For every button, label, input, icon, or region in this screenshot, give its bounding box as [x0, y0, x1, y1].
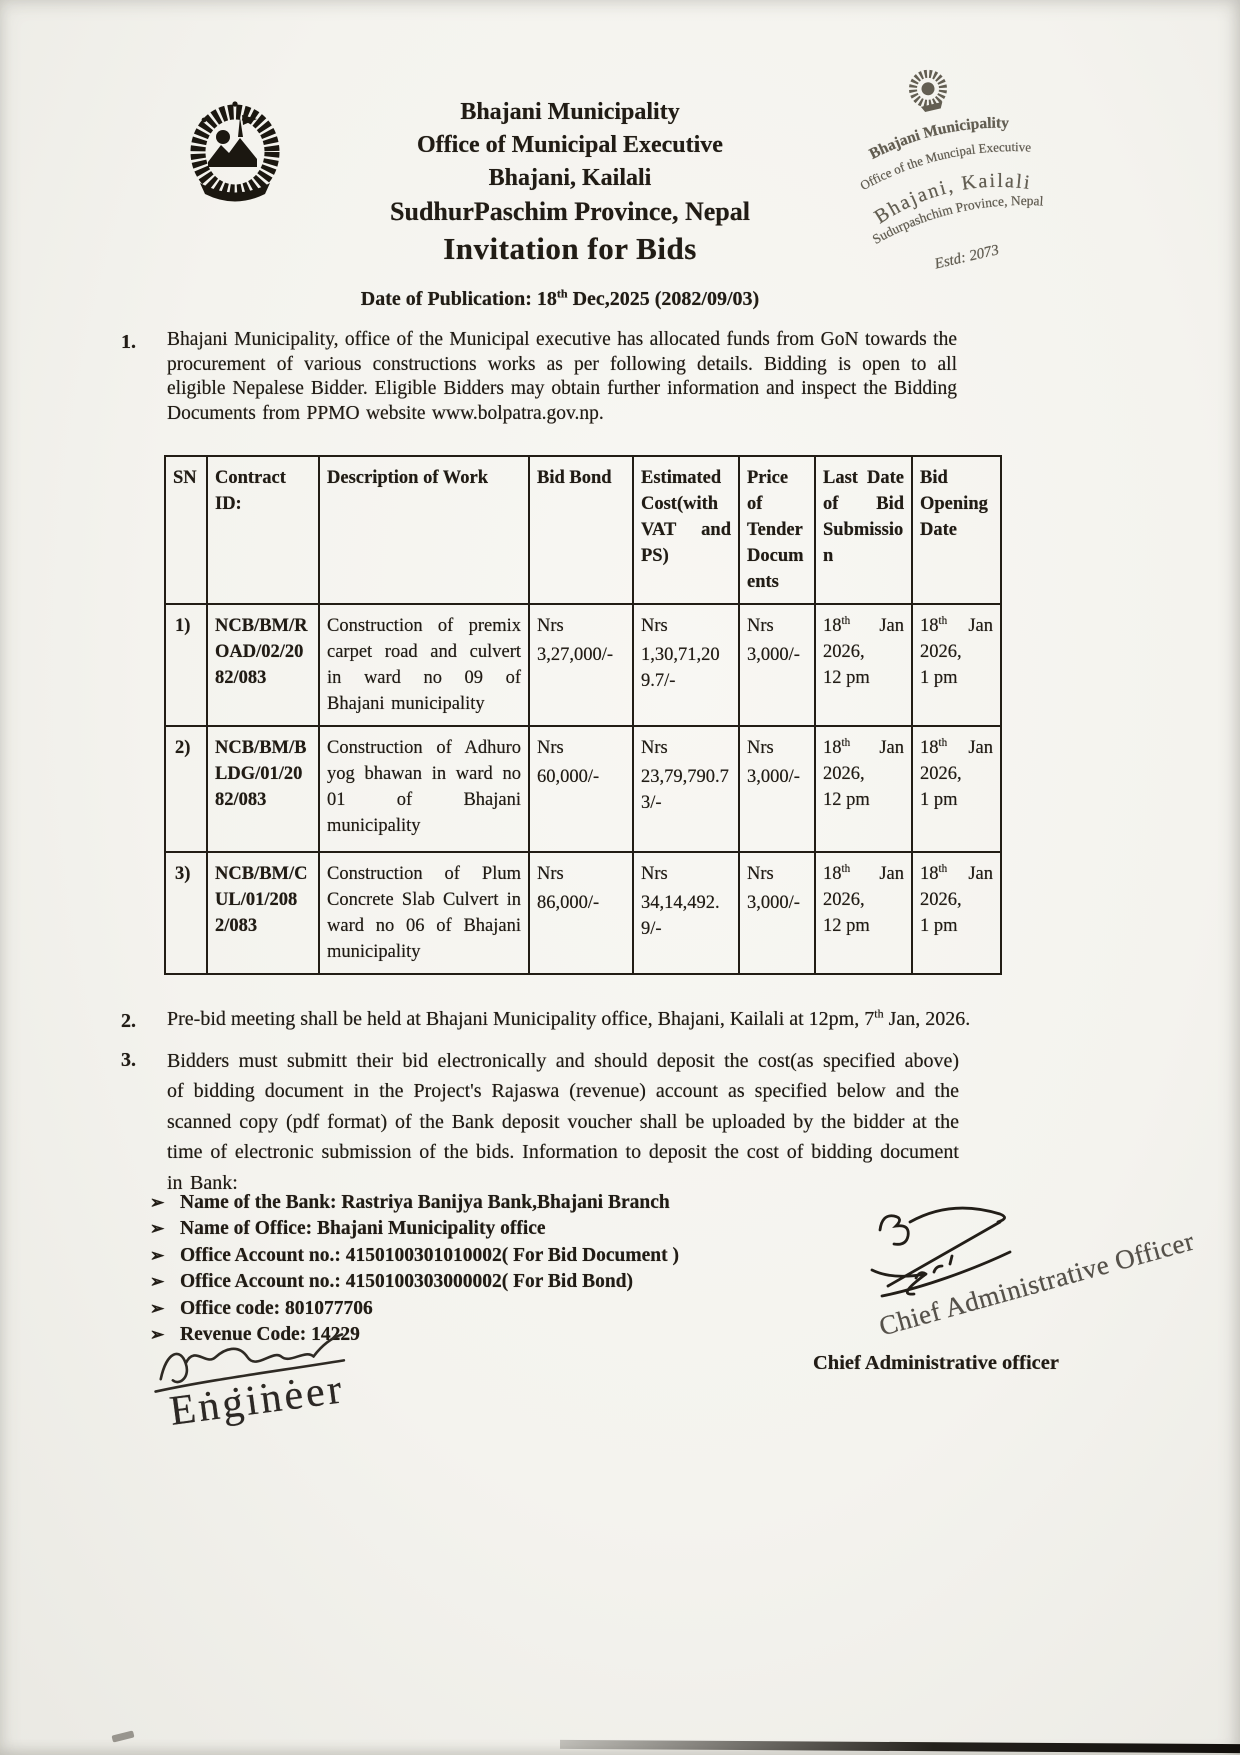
- cell-estimated-cost: [633, 726, 739, 852]
- cell-bid-bond: [529, 852, 633, 974]
- publication-date-rest: Dec,2025 (2082/09/03): [567, 288, 760, 310]
- cell-tender-price: [739, 726, 815, 852]
- date-day: 18: [823, 864, 842, 884]
- cell-contract-id: NCB/BM/BLDG/01/2082/083: [207, 726, 319, 852]
- cell-description: Construction of premix carpet road and culvert in ward no 09 of Bhajani municipality: [319, 604, 529, 726]
- stamp-emblem-icon: [910, 71, 948, 114]
- date-time: 1 pm: [920, 668, 958, 688]
- date-time: 1 pm: [920, 790, 958, 810]
- cell-last-date: [815, 604, 912, 726]
- col-header-description: Description of Work: [319, 456, 529, 604]
- engineer-label: Engineer: [166, 1366, 348, 1435]
- publication-date-ordinal: th: [556, 286, 568, 301]
- col-header-bid-bond: Bid Bond: [529, 456, 633, 604]
- cell-tender-price: [739, 604, 815, 726]
- cell-opening-date: [912, 852, 1001, 974]
- stamp-line-2: Office of the Muncipal Executive: [857, 139, 1032, 194]
- item-3-number: 3.: [121, 1049, 136, 1071]
- date-month: Jan: [968, 738, 993, 758]
- bank-details-list: [150, 1192, 850, 1350]
- letterhead: [310, 96, 830, 268]
- currency-label: Nrs: [747, 616, 774, 636]
- bank-detail-item: [150, 1192, 850, 1218]
- cell-description: Construction of Adhuro yog bhawan in ward no 01 of Bhajani municipality: [319, 726, 529, 852]
- amount: 34,14,492.9/-: [641, 893, 720, 939]
- currency-label: Nrs: [537, 864, 564, 884]
- cell-sn: 2): [165, 726, 207, 852]
- scan-mark-artifact: [111, 1730, 134, 1742]
- table-row: [165, 604, 1001, 726]
- bank-detail-text: Office Account no.: 4150100301010002( For Bid Document ): [180, 1244, 680, 1266]
- table-row: [165, 726, 1001, 852]
- cell-opening-date: [912, 604, 1001, 726]
- col-header-estimated-cost: Estimated Cost(with VAT and PS): [633, 456, 739, 604]
- cell-contract-id: NCB/BM/CUL/01/2082/083: [207, 852, 319, 974]
- date-year: 2026,: [823, 764, 865, 784]
- document-title: Invitation for Bids: [443, 231, 697, 266]
- bank-detail-item: [150, 1298, 850, 1324]
- stamp-line-3: Bhajani, Kailali: [870, 169, 1033, 229]
- cell-last-date: [815, 726, 912, 852]
- table-row: [165, 852, 1001, 974]
- cell-estimated-cost: [633, 852, 739, 974]
- cell-last-date: [815, 852, 912, 974]
- date-day: 18: [920, 864, 939, 884]
- bank-detail-text: Name of Office: Bhajani Municipality office: [180, 1218, 546, 1240]
- date-ordinal: th: [938, 614, 948, 627]
- currency-label: Nrs: [537, 616, 564, 636]
- amount: 86,000/-: [537, 893, 600, 913]
- arrow-bullet-icon: ➢: [150, 1245, 165, 1265]
- date-time: 1 pm: [920, 916, 958, 936]
- cell-bid-bond: [529, 726, 633, 852]
- amount: 3,000/-: [747, 893, 800, 913]
- date-ordinal: th: [841, 736, 851, 749]
- cell-contract-id: NCB/BM/ROAD/02/2082/083: [207, 604, 319, 726]
- arrow-bullet-icon: ➢: [150, 1324, 165, 1344]
- cell-sn: 1): [165, 604, 207, 726]
- cao-printed-label: Chief Administrative officer: [813, 1352, 1059, 1374]
- currency-label: Nrs: [747, 738, 774, 758]
- org-location: Bhajani, Kailali: [488, 165, 652, 191]
- date-time: 12 pm: [823, 916, 870, 936]
- date-day: 18: [920, 616, 939, 636]
- bank-detail-text: Revenue Code: 14229: [180, 1323, 360, 1345]
- publication-date-text: Date of Publication: 18: [360, 288, 557, 310]
- org-office: Office of Municipal Executive: [417, 132, 723, 158]
- item-2-ordinal: th: [874, 1006, 884, 1021]
- org-name: Bhajani Municipality: [460, 99, 680, 125]
- date-day: 18: [920, 738, 939, 758]
- col-header-tender-price: Price of Tender Documents: [739, 456, 815, 604]
- bid-table: [164, 455, 1002, 975]
- date-month: Jan: [879, 616, 904, 636]
- date-year: 2026,: [920, 764, 962, 784]
- date-year: 2026,: [823, 642, 865, 662]
- cell-bid-bond: [529, 604, 633, 726]
- date-year: 2026,: [823, 890, 865, 910]
- bank-detail-item: [150, 1245, 850, 1271]
- arrow-bullet-icon: ➢: [150, 1219, 165, 1239]
- table-header-row: [165, 456, 1001, 604]
- date-time: 12 pm: [823, 790, 870, 810]
- col-header-sn: SN: [165, 456, 207, 604]
- cell-opening-date: [912, 726, 1001, 852]
- stamp-line-1: Bhajani Municipality: [866, 114, 1010, 163]
- bank-detail-text: Name of the Bank: Rastriya Banijya Bank,Bhajani Branch: [180, 1192, 670, 1213]
- amount: 3,000/-: [747, 767, 800, 787]
- item-2-text: Pre-bid meeting shall be held at Bhajani Municipality office, Bhajani, Kailali at 12pm, 7: [167, 1008, 875, 1030]
- date-month: Jan: [968, 864, 993, 884]
- date-month: Jan: [968, 616, 993, 636]
- bank-detail-item: [150, 1271, 850, 1297]
- date-ordinal: th: [938, 862, 948, 875]
- date-month: Jan: [879, 738, 904, 758]
- currency-label: Nrs: [537, 738, 564, 758]
- publication-date: [280, 288, 840, 311]
- date-year: 2026,: [920, 642, 962, 662]
- col-header-contract-id: Contract ID:: [207, 456, 319, 604]
- date-ordinal: th: [841, 614, 851, 627]
- currency-label: Nrs: [641, 864, 668, 884]
- cao-handwritten-label: Chief Administrative Officer: [875, 1225, 1198, 1342]
- date-ordinal: th: [938, 736, 948, 749]
- office-stamp: [795, 58, 1085, 275]
- currency-label: Nrs: [641, 738, 668, 758]
- bank-detail-text: Office Account no.: 4150100303000002( For Bid Bond): [180, 1271, 634, 1293]
- cell-sn: 3): [165, 852, 207, 974]
- scan-edge-artifact: [560, 1740, 1240, 1753]
- cell-description: Construction of Plum Concrete Slab Culvert in ward no 06 of Bhajani municipality: [319, 852, 529, 974]
- item-1-number: 1.: [121, 331, 136, 353]
- date-ordinal: th: [841, 862, 851, 875]
- currency-label: Nrs: [641, 616, 668, 636]
- amount: 1,30,71,209.7/-: [641, 645, 720, 691]
- bank-detail-text: Office code: 801077706: [180, 1297, 373, 1319]
- date-day: 18: [823, 738, 842, 758]
- col-header-opening-date: Bid Opening Date: [912, 456, 1001, 604]
- amount: 60,000/-: [537, 767, 600, 787]
- currency-label: Nrs: [747, 864, 774, 884]
- org-province: SudhurPaschim Province, Nepal: [390, 197, 750, 226]
- item-3-paragraph: Bidders must submitt their bid electronically and should deposit the cost(as specified above) of bidding document in the Project's Rajaswa (revenue) account as specified below and the scanned copy (pdf format) of the Bank deposit voucher shall be uploaded by the bidder at the time of electronic submission of the bids. Information to deposit the cost of bidding document in Bank:: [167, 1050, 959, 1194]
- arrow-bullet-icon: ➢: [150, 1298, 165, 1318]
- cell-estimated-cost: [633, 604, 739, 726]
- item-1-paragraph: Bhajani Municipality, office of the Municipal executive has allocated funds from GoN towards the procurement of various constructions works as per following details. Bidding is open to all eligible Nepalese Bidder. Eligible Bidders may obtain further information and inspect the Bidding Documents from PPMO website www.bolpatra.gov.np.: [167, 329, 957, 424]
- item-2-text-rest: Jan, 2026.: [883, 1008, 971, 1030]
- municipality-emblem-icon: [180, 90, 290, 212]
- arrow-bullet-icon: ➢: [150, 1193, 165, 1212]
- date-day: 18: [823, 616, 842, 636]
- item-2-paragraph: [167, 1008, 970, 1031]
- bank-detail-item: [150, 1218, 850, 1244]
- amount: 23,79,790.73/-: [641, 767, 729, 813]
- stamp-line-4: Sudurpashchim Province, Nepal: [869, 192, 1044, 247]
- cell-tender-price: [739, 852, 815, 974]
- col-header-last-date: Last Date of Bid Submission: [815, 456, 912, 604]
- stamp-estd: Estd: 2073: [933, 242, 1001, 270]
- amount: 3,000/-: [747, 645, 800, 665]
- item-2-number: 2.: [121, 1010, 136, 1032]
- amount: 3,27,000/-: [537, 645, 614, 665]
- date-time: 12 pm: [823, 668, 870, 688]
- date-year: 2026,: [920, 890, 962, 910]
- arrow-bullet-icon: ➢: [150, 1272, 165, 1292]
- date-month: Jan: [879, 864, 904, 884]
